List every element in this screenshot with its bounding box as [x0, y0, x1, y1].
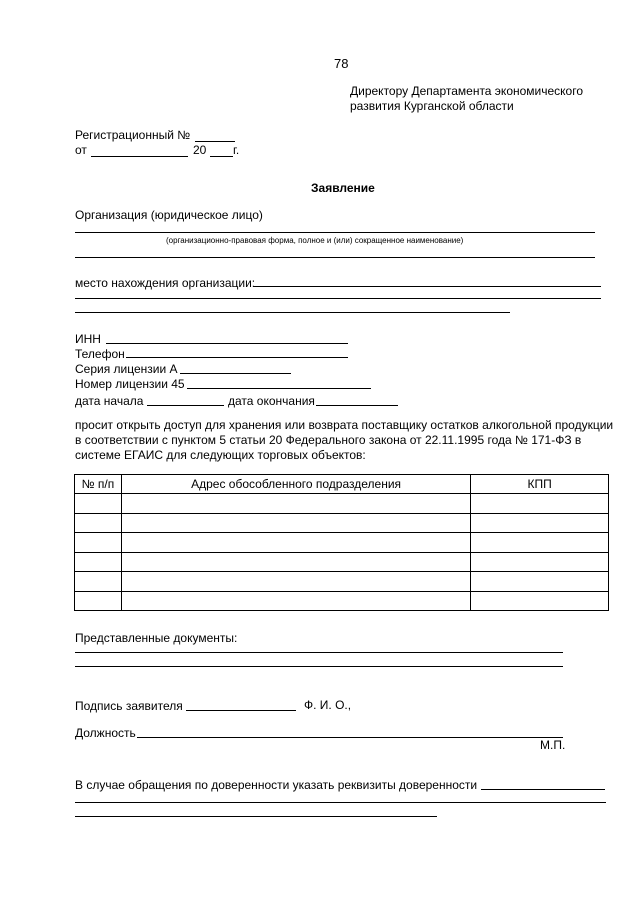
table-cell-number[interactable] — [75, 552, 122, 572]
inn-field[interactable] — [106, 343, 348, 344]
proxy-field-3[interactable] — [75, 816, 437, 817]
table-row — [75, 513, 609, 533]
stamp-label: М.П. — [540, 738, 566, 752]
documents-field-2[interactable] — [75, 666, 563, 667]
location-label: место нахождения организации: — [75, 276, 256, 290]
table-cell-address[interactable] — [121, 533, 470, 553]
table-cell-kpp[interactable] — [471, 552, 609, 572]
addressee-line-1: Директору Департамента экономического — [350, 84, 584, 98]
registration-number-field[interactable] — [195, 141, 235, 142]
documents-label: Представленные документы: — [75, 631, 238, 645]
location-field-3[interactable] — [75, 312, 510, 313]
addressee-line-2: развития Курганской области — [350, 99, 514, 113]
start-date-label: дата начала — [75, 394, 144, 408]
signature-field[interactable] — [186, 710, 296, 711]
organization-caption: (организационно-правовая форма, полное и (или) сокращенное наименование) — [166, 236, 464, 245]
end-date-label: дата окончания — [228, 394, 315, 408]
organization-name-field-2[interactable] — [75, 257, 595, 258]
fio-label: Ф. И. О., — [304, 698, 352, 712]
inn-label: ИНН — [75, 332, 101, 346]
table-cell-number[interactable] — [75, 513, 122, 533]
end-date-field[interactable] — [316, 405, 398, 406]
table-row — [75, 533, 609, 553]
signature-label: Подпись заявителя — [75, 699, 183, 713]
organization-name-field[interactable] — [75, 232, 595, 233]
column-header-address: Адрес обособленного подразделения — [121, 475, 470, 494]
table-cell-address[interactable] — [121, 513, 470, 533]
registration-from-label: от — [75, 143, 87, 157]
registration-year-label: 20 — [193, 143, 207, 157]
table-cell-address[interactable] — [121, 572, 470, 592]
registration-label: Регистрационный № — [75, 128, 191, 142]
position-field[interactable] — [137, 737, 563, 738]
phone-field[interactable] — [126, 357, 348, 358]
objects-table — [74, 474, 609, 611]
license-series-field[interactable] — [180, 373, 291, 374]
table-cell-kpp[interactable] — [471, 533, 609, 553]
table-cell-number[interactable] — [75, 572, 122, 592]
table-cell-address[interactable] — [121, 591, 470, 611]
column-header-number: № п/п — [75, 475, 122, 494]
phone-label: Телефон — [75, 347, 125, 361]
proxy-field-1[interactable] — [481, 789, 605, 790]
table-cell-address[interactable] — [121, 552, 470, 572]
table-header-row — [75, 475, 609, 494]
request-line-2: в соответствии с пунктом 5 статьи 20 Федерального закона от 22.11.1995 года № 171-ФЗ в — [75, 433, 582, 447]
location-field-1[interactable] — [253, 286, 601, 287]
document-title: Заявление — [311, 181, 375, 195]
position-label: Должность — [75, 726, 136, 740]
table-row — [75, 552, 609, 572]
table-cell-kpp[interactable] — [471, 513, 609, 533]
documents-field-1[interactable] — [75, 652, 563, 653]
table-cell-address[interactable] — [121, 494, 470, 514]
registration-year-suffix: г. — [233, 143, 240, 157]
table-cell-number[interactable] — [75, 533, 122, 553]
organization-label: Организация (юридическое лицо) — [75, 208, 263, 222]
table-cell-number[interactable] — [75, 591, 122, 611]
table-row — [75, 591, 609, 611]
request-line-1: просит открыть доступ для хранения или возврата поставщику остатков алкогольной продукции — [75, 418, 614, 432]
column-header-kpp: КПП — [471, 475, 609, 494]
table-cell-kpp[interactable] — [471, 572, 609, 592]
license-number-field[interactable] — [187, 388, 371, 389]
proxy-label: В случае обращения по доверенности указать реквизиты доверенности — [75, 778, 478, 792]
proxy-field-2[interactable] — [75, 802, 606, 803]
table-cell-number[interactable] — [75, 494, 122, 514]
registration-date-field[interactable] — [91, 156, 188, 157]
start-date-field[interactable] — [147, 405, 224, 406]
table-cell-kpp[interactable] — [471, 591, 609, 611]
license-number-label: Номер лицензии 45 — [75, 377, 185, 391]
location-field-2[interactable] — [75, 298, 601, 299]
registration-year-field[interactable] — [210, 156, 233, 157]
license-series-label: Серия лицензии А — [75, 362, 178, 376]
request-line-3: системе ЕГАИС для следующих торговых объектов: — [75, 448, 366, 462]
page-number: 78 — [334, 56, 349, 71]
table-cell-kpp[interactable] — [471, 494, 609, 514]
table-row — [75, 572, 609, 592]
table-row — [75, 494, 609, 514]
